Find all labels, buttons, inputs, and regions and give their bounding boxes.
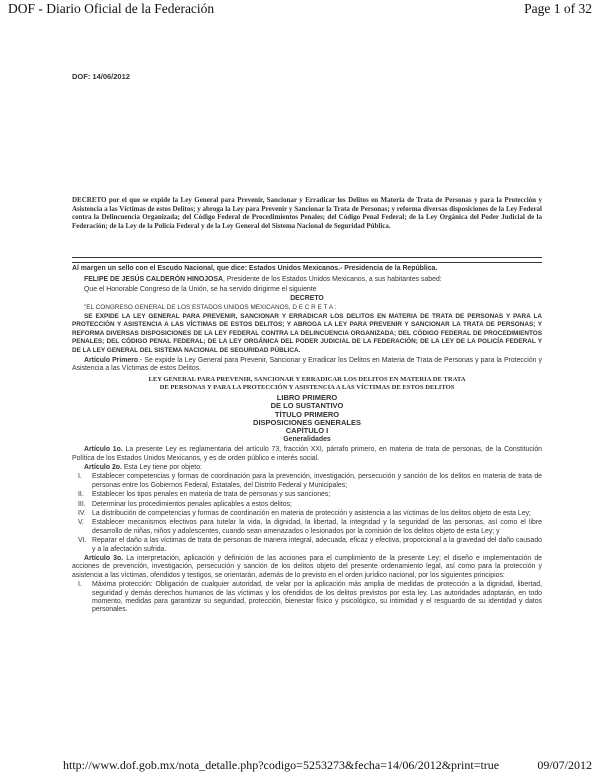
article-3-label: Artículo 3o. (84, 555, 124, 562)
site-title: DOF - Diario Oficial de la Federación (8, 1, 215, 16)
article-1-text: La presente Ley es reglamentaria del artículo 73, fracción XXI, párrafo primero, en materia de trata de personas, de la Constitución Política de los Estados Unidos Mexicanos, y es de orden público e interés social. (72, 446, 542, 462)
list-item-text: Máxima protección: Obligación de cualquier autoridad, de velar por la aplicación más amplia de medidas de protección a la dignidad, libertad, seguridad y demás derechos humanos de las víctimas y los ofendidos de los delitos previstos por esta ley. Las autoridades adoptarán, en todo momento, medidas para garantizar su seguridad, protección, bienestar físico y psicológico, su intimidad y el resguardo de su identidad y datos personales. (92, 581, 542, 614)
art-primero-text: .- Se expide la Ley General para Prevenir, Sancionar y Erradicar los Delitos en Materia de Trata de Personas y para la Protección y Asistencia a las Víctimas de estos Delitos. (72, 357, 542, 373)
list-item (72, 519, 542, 536)
sustantivo-heading: DE LO SUSTANTIVO (270, 401, 344, 411)
art-primero (72, 357, 542, 374)
article-2-label: Artículo 2o. (84, 463, 122, 471)
print-footer (0, 756, 600, 776)
page-number: Page 1 of 32 (524, 1, 592, 16)
list-item-text: Reparar el daño a las víctimas de trata de personas de manera integral, adecuada, eficaz y efectiva, proporcional a la gravedad del daño causado y a la afectación sufrida. (92, 537, 542, 553)
page-url: http://www.dof.gob.mx/nota_detalle.php?codigo=5253273&fecha=14/06/2012&print=true (63, 758, 500, 772)
print-date: 09/07/2012 (537, 758, 592, 772)
list-item (72, 581, 542, 615)
list-item-text: Establecer mecanismos efectivos para tutelar la vida, la dignidad, la libertad, la integridad y la seguridad de las personas, así como el libre desarrollo de niñas, niños y adolescentes, cuando sean amenazados o lesionados por la comisión de los delitos objeto de esta Ley; y (92, 519, 542, 535)
list-item-number: I. (78, 473, 82, 481)
article-3 (72, 555, 542, 580)
article-1-label: Artículo 1o. (84, 446, 123, 454)
list-item-number: V. (78, 519, 84, 527)
article-2 (72, 464, 542, 472)
list-item-text: Determinar los procedimientos penales aplicables a estos delitos; (92, 500, 292, 508)
capitulo-heading: CAPÍTULO I (285, 426, 329, 436)
list-item (72, 473, 542, 490)
law-title-line-1: LEY GENERAL PARA PREVENIR, SANCIONAR Y ERRADICAR LOS DELITOS EN MATERIA DE TRATA (148, 375, 466, 383)
congress-line: Que el Honorable Congreso de la Unión, se ha servido dirigirme el siguiente (84, 285, 317, 293)
list-item-number: III. (78, 500, 86, 508)
list-item (72, 491, 542, 499)
president-line (72, 276, 542, 284)
list-item (72, 501, 542, 509)
decreto-heading: DECRETO (290, 295, 324, 303)
divider-top (72, 257, 542, 258)
list-item-number: VI. (78, 537, 87, 545)
libro-heading: LIBRO PRIMERO (276, 392, 338, 402)
article-1 (72, 446, 542, 463)
decreta-line: "EL CONGRESO GENERAL DE LOS ESTADOS UNIDOS MEXICANOS, D E C R E T A : (84, 303, 337, 311)
article-2-text: Esta Ley tiene por objeto: (121, 463, 202, 471)
generalidades-heading: Generalidades (283, 435, 331, 443)
titulo-heading: TÍTULO PRIMERO (274, 409, 340, 419)
disposiciones-heading: DISPOSICIONES GENERALES (253, 417, 361, 427)
list-item-text: Establecer los tipos penales en materia de trata de personas y sus sanciones; (92, 491, 331, 499)
list-item-number: IV. (78, 509, 86, 517)
decreto-title: DECRETO por el que se expide la Ley General para Prevenir, Sancionar y Erradicar los Delitos en Materia de Trata de Personas y para la Protección y Asistencia a las Víctimas de estos Delitos; y abroga la Ley para Prevenir y Sancionar la Trata de Personas; y reforma diversas disposiciones de la Ley Federal contra la Delincuencia Organizada; del Código Federal de Procedimientos Penales; del Código Penal Federal; de la Ley Orgánica del Poder Judicial de la Federación; de la Ley de la Policía Federal y de la Ley General del Sistema Nacional de Seguridad Pública. (72, 196, 542, 230)
article-3-text: La interpretación, aplicación y definición de las acciones para el cumplimiento de la presente Ley; el diseño e implementación de acciones de prevención, investigación, persecución y sanción de los delitos objeto del presente ordenamiento legal, así como para la protección y asistencia a las víctimas, ofendidos y testigos, se orientarán, además de lo previsto en el orden jurídico nacional, por los siguientes principios: (72, 555, 542, 579)
law-title-line-2 (72, 384, 542, 392)
list-item-number: I. (78, 581, 82, 589)
list-item-number: II. (78, 491, 84, 499)
president-name: FELIPE DE JESÚS CALDERÓN HINOJOSA (84, 276, 223, 284)
president-text: , Presidente de los Estados Unidos Mexicanos, a sus habitantes sabed: (222, 276, 442, 284)
law-title-2a: DE PERSONAS Y (159, 384, 214, 392)
caps-paragraph: SE EXPIDE LA LEY GENERAL PARA PREVENIR, SANCIONAR Y ERRADICAR LOS DELITOS EN MATERIA DE TRATA DE PERSONAS Y PARA LA PROTECCIÓN Y ASISTENCIA A LAS VÍCTIMAS DE ESTOS DELITOS; Y ABROGA LA LEY PARA PREVENIR Y SANCIONAR LA TRATA DE PERSONAS; Y REFORMA DIVERSAS DISPOSICIONES DE LA LEY FEDERAL CONTRA LA DELINCUENCIA ORGANIZADA; DEL CÓDIGO FEDERAL DE PROCEDIMIENTOS PENALES; DEL CÓDIGO PENAL FEDERAL; DE LA LEY ORGÁNICA DEL PODER JUDICIAL DE LA FEDERACIÓN; DE LA LEY DE LA POLICÍA FEDERAL Y DE LA LEY GENERAL DEL SISTEMA NACIONAL DE SEGURIDAD PÚBLICA. (72, 313, 542, 354)
list-item (72, 537, 542, 554)
margin-seal: Al margen un sello con el Escudo Nacional, que dice: Estados Unidos Mexicanos.- Presidencia de la República. (72, 265, 438, 272)
law-title-2b: PARA LA PROTECCIÓN Y ASISTENCIA A LAS VÍCTIMAS DE ESTOS DELITOS (213, 384, 455, 392)
list-item (72, 510, 542, 518)
list-item-text: La distribución de competencias y formas de coordinación en materia de protección y asistencia a las víctimas de los delitos objeto de esta Ley; (92, 509, 531, 517)
print-header (0, 0, 600, 20)
art-primero-label: Artículo Primero (84, 357, 139, 365)
document-body (72, 263, 542, 615)
list-item-text: Establecer competencias y formas de coordinación para la prevención, investigación, persecución y sanción de los delitos en materia de trata de personas entre los Gobiernos Federal, Estatales, del Distrito Federal y Municipales; (92, 473, 542, 489)
publication-date: DOF: 14/06/2012 (72, 72, 130, 81)
